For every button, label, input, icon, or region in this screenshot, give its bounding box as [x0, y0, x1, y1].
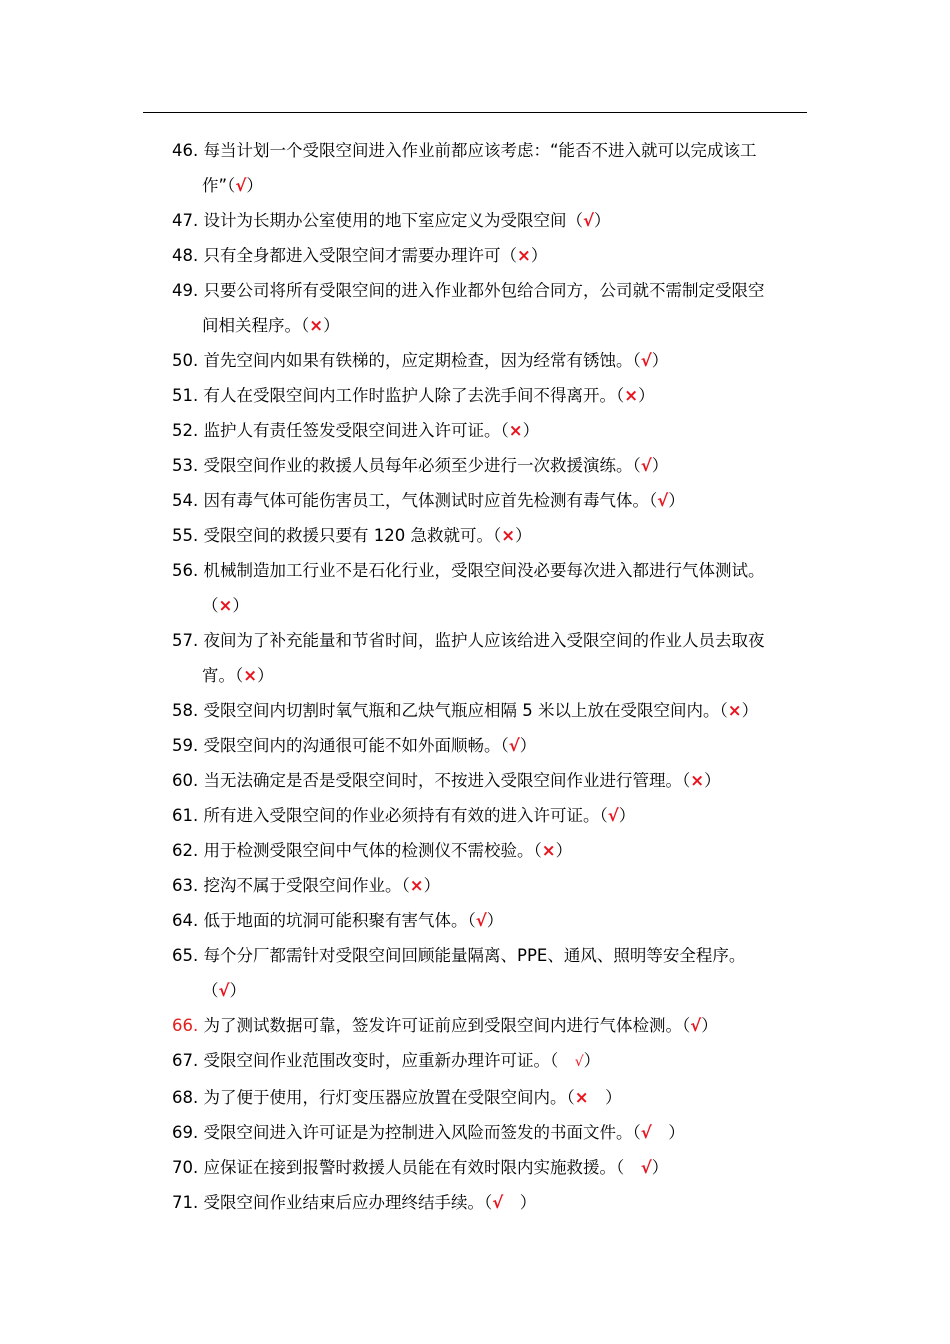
- item-text: 应保证在接到报警时救援人员能在有效时限内实施救援。（: [203, 1158, 641, 1177]
- check-mark-icon: √: [657, 491, 669, 510]
- closing-paren: ）: [232, 596, 249, 615]
- item-continuation: [172, 168, 812, 203]
- item-number: 64.: [172, 911, 199, 930]
- cross-mark-icon: ×: [727, 701, 742, 720]
- list-item: [172, 1150, 812, 1185]
- closing-paren: ）: [229, 981, 247, 1000]
- closing-paren: ）: [618, 806, 636, 825]
- closing-paren: ）: [486, 911, 504, 930]
- item-text: 所有进入受限空间的作业必须持有有效的进入许可证。（: [203, 806, 608, 825]
- item-text: 为了便于使用，行灯变压器应放置在受限空间内。（: [203, 1088, 575, 1107]
- list-item: [172, 1115, 812, 1150]
- item-text: 受限空间进入许可证是为控制进入风险而签发的书面文件。（: [203, 1123, 641, 1142]
- closing-paren: ）: [246, 176, 263, 195]
- item-number: 59.: [172, 736, 199, 755]
- list-item: [172, 1185, 812, 1220]
- closing-paren: ）: [530, 246, 548, 265]
- closing-paren: ）: [651, 456, 669, 475]
- closing-paren: ）: [704, 771, 721, 790]
- list-item: [172, 728, 812, 763]
- closing-paren: ）: [638, 386, 655, 405]
- check-mark-icon: √: [475, 911, 487, 930]
- item-number: 71.: [172, 1193, 199, 1212]
- item-text: 受限空间内切割时氧气瓶和乙炔气瓶应相隔 5 米以上放在受限空间内。（: [203, 701, 728, 720]
- closing-paren: ）: [423, 876, 441, 895]
- list-item: [172, 763, 812, 798]
- closing-paren: ）: [257, 666, 274, 685]
- item-number: 68.: [172, 1088, 199, 1107]
- item-continuation: [172, 588, 812, 623]
- check-mark-icon: √: [690, 1016, 702, 1035]
- item-text: 设计为长期办公室使用的地下室应定义为受限空间（: [203, 211, 583, 230]
- item-number: 46.: [172, 141, 199, 160]
- list-item: [172, 693, 812, 728]
- list-item: [172, 1080, 812, 1115]
- item-number: 62.: [172, 841, 199, 860]
- list-item: [172, 518, 812, 553]
- closing-paren: ）: [515, 526, 532, 545]
- closing-paren: ）: [594, 211, 611, 230]
- item-number: 54.: [172, 491, 199, 510]
- list-item: [172, 553, 812, 623]
- check-mark-icon: √: [583, 211, 595, 230]
- list-item: [172, 343, 812, 378]
- cross-mark-icon: ×: [574, 1088, 589, 1107]
- closing-paren: ）: [588, 1088, 622, 1107]
- check-mark-icon: √: [640, 456, 652, 475]
- list-item: [172, 378, 812, 413]
- cross-mark-icon: ×: [541, 841, 556, 860]
- list-item: [172, 1043, 812, 1080]
- cross-mark-icon: ×: [624, 386, 639, 405]
- item-text: 挖沟不属于受限空间作业。（: [203, 876, 410, 895]
- cross-mark-icon: ×: [243, 666, 258, 685]
- item-number: 61.: [172, 806, 199, 825]
- closing-paren: ）: [555, 841, 573, 860]
- cross-mark-icon: ×: [409, 876, 424, 895]
- item-text: 受限空间作业结束后应办理终结手续。（: [203, 1193, 493, 1212]
- cross-mark-icon: ×: [309, 316, 324, 335]
- list-item: [172, 203, 812, 238]
- list-item: [172, 238, 812, 273]
- closing-paren: ）: [651, 351, 669, 370]
- item-number: 67.: [172, 1051, 199, 1070]
- item-continuation-text: 作”（: [202, 176, 236, 195]
- header-rule: [143, 112, 807, 113]
- item-number: 56.: [172, 561, 199, 580]
- item-text: 只要公司将所有受限空间的进入作业都外包给合同方，公司就不需制定受限空: [203, 281, 765, 300]
- item-text: 机械制造加工行业不是石化行业，受限空间没必要每次进入都进行气体测试。: [203, 561, 765, 580]
- check-mark-icon: √: [640, 351, 652, 370]
- item-continuation: [172, 658, 812, 693]
- item-number: 70.: [172, 1158, 199, 1177]
- closing-paren: ）: [323, 316, 340, 335]
- list-item: [172, 1008, 812, 1043]
- check-mark-icon: √: [492, 1193, 504, 1212]
- item-text: 有人在受限空间内工作时监护人除了去洗手间不得离开。（: [203, 386, 625, 405]
- item-number: 66.: [172, 1016, 199, 1035]
- item-text: 首先空间内如果有铁梯的，应定期检查，因为经常有锈蚀。（: [203, 351, 641, 370]
- item-number: 49.: [172, 281, 199, 300]
- list-item: [172, 133, 812, 203]
- item-text: 夜间为了补充能量和节省时间，监护人应该给进入受限空间的作业人员去取夜: [203, 631, 765, 650]
- item-number: 52.: [172, 421, 199, 440]
- item-number: 60.: [172, 771, 199, 790]
- item-text: 每当计划一个受限空间进入作业前都应该考虑：“能否不进入就可以完成该工: [203, 141, 757, 160]
- item-number: 50.: [172, 351, 199, 370]
- list-item: [172, 868, 812, 903]
- list-item: [172, 623, 812, 693]
- check-mark-icon: √: [508, 736, 520, 755]
- item-continuation-text: （: [202, 981, 219, 1000]
- closing-paren: ）: [519, 736, 537, 755]
- item-text: 受限空间的救援只要有 120 急救就可。（: [203, 526, 502, 545]
- cross-mark-icon: ×: [517, 246, 531, 265]
- item-number: 53.: [172, 456, 199, 475]
- list-item: [172, 833, 812, 868]
- list-item: [172, 903, 812, 938]
- closing-paren: ）: [701, 1016, 718, 1035]
- item-continuation-text: 间相关程序。（: [202, 316, 310, 335]
- item-text: 监护人有责任签发受限空间进入许可证。（: [203, 421, 509, 440]
- item-continuation: [172, 308, 812, 343]
- item-number: 55.: [172, 526, 199, 545]
- item-number: 51.: [172, 386, 199, 405]
- item-continuation: [172, 973, 812, 1008]
- check-mark-icon: √: [607, 806, 619, 825]
- item-number: 65.: [172, 946, 199, 965]
- item-text: 当无法确定是否是受限空间时，不按进入受限空间作业进行管理。（: [203, 771, 691, 790]
- item-text: 因有毒气体可能伤害员工，气体测试时应首先检测有毒气体。（: [203, 491, 658, 510]
- check-mark-icon: √: [235, 176, 247, 195]
- item-number: 58.: [172, 701, 199, 720]
- item-text: 每个分厂都需针对受限空间回顾能量隔离、PPE、通风、照明等安全程序。: [203, 946, 746, 965]
- cross-mark-icon: ×: [218, 596, 233, 615]
- check-mark-icon: √: [640, 1158, 652, 1177]
- closing-paren: ）: [651, 1123, 685, 1142]
- item-text: 只有全身都进入受限空间才需要办理许可（: [203, 246, 517, 265]
- item-text: 受限空间作业的救援人员每年必须至少进行一次救援演练。（: [203, 456, 641, 475]
- check-mark-icon: √: [218, 981, 230, 1000]
- item-text: 受限空间作业范围改变时，应重新办理许可证。（: [203, 1051, 575, 1070]
- cross-mark-icon: ×: [501, 526, 516, 545]
- list-item: [172, 798, 812, 833]
- closing-paren: ）: [668, 491, 685, 510]
- list-item: [172, 413, 812, 448]
- list-item: [172, 273, 812, 343]
- cross-mark-icon: ×: [690, 771, 705, 790]
- item-number: 63.: [172, 876, 199, 895]
- item-number: 48.: [172, 246, 199, 265]
- closing-paren: ）: [741, 701, 759, 720]
- item-text: 低于地面的坑洞可能积聚有害气体。（: [203, 911, 476, 930]
- item-continuation-text: （: [202, 596, 219, 615]
- item-text: 为了测试数据可靠，签发许可证前应到受限空间内进行气体检测。（: [203, 1016, 691, 1035]
- list-item: [172, 938, 812, 1008]
- item-number: 57.: [172, 631, 199, 650]
- closing-paren: ）: [583, 1051, 601, 1070]
- item-continuation-text: 宵。（: [202, 666, 244, 685]
- item-number: 69.: [172, 1123, 199, 1142]
- cross-mark-icon: ×: [508, 421, 523, 440]
- item-number: 47.: [172, 211, 199, 230]
- check-mark-icon: √: [640, 1123, 652, 1142]
- list-item: [172, 483, 812, 518]
- item-text: 受限空间内的沟通很可能不如外面顺畅。（: [203, 736, 509, 755]
- closing-paren: ）: [503, 1193, 537, 1212]
- item-text: 用于检测受限空间中气体的检测仪不需校验。（: [203, 841, 542, 860]
- closing-paren: ）: [651, 1158, 669, 1177]
- question-list: [172, 133, 812, 1220]
- list-item: [172, 448, 812, 483]
- closing-paren: ）: [522, 421, 540, 440]
- check-mark-icon: √: [574, 1054, 584, 1070]
